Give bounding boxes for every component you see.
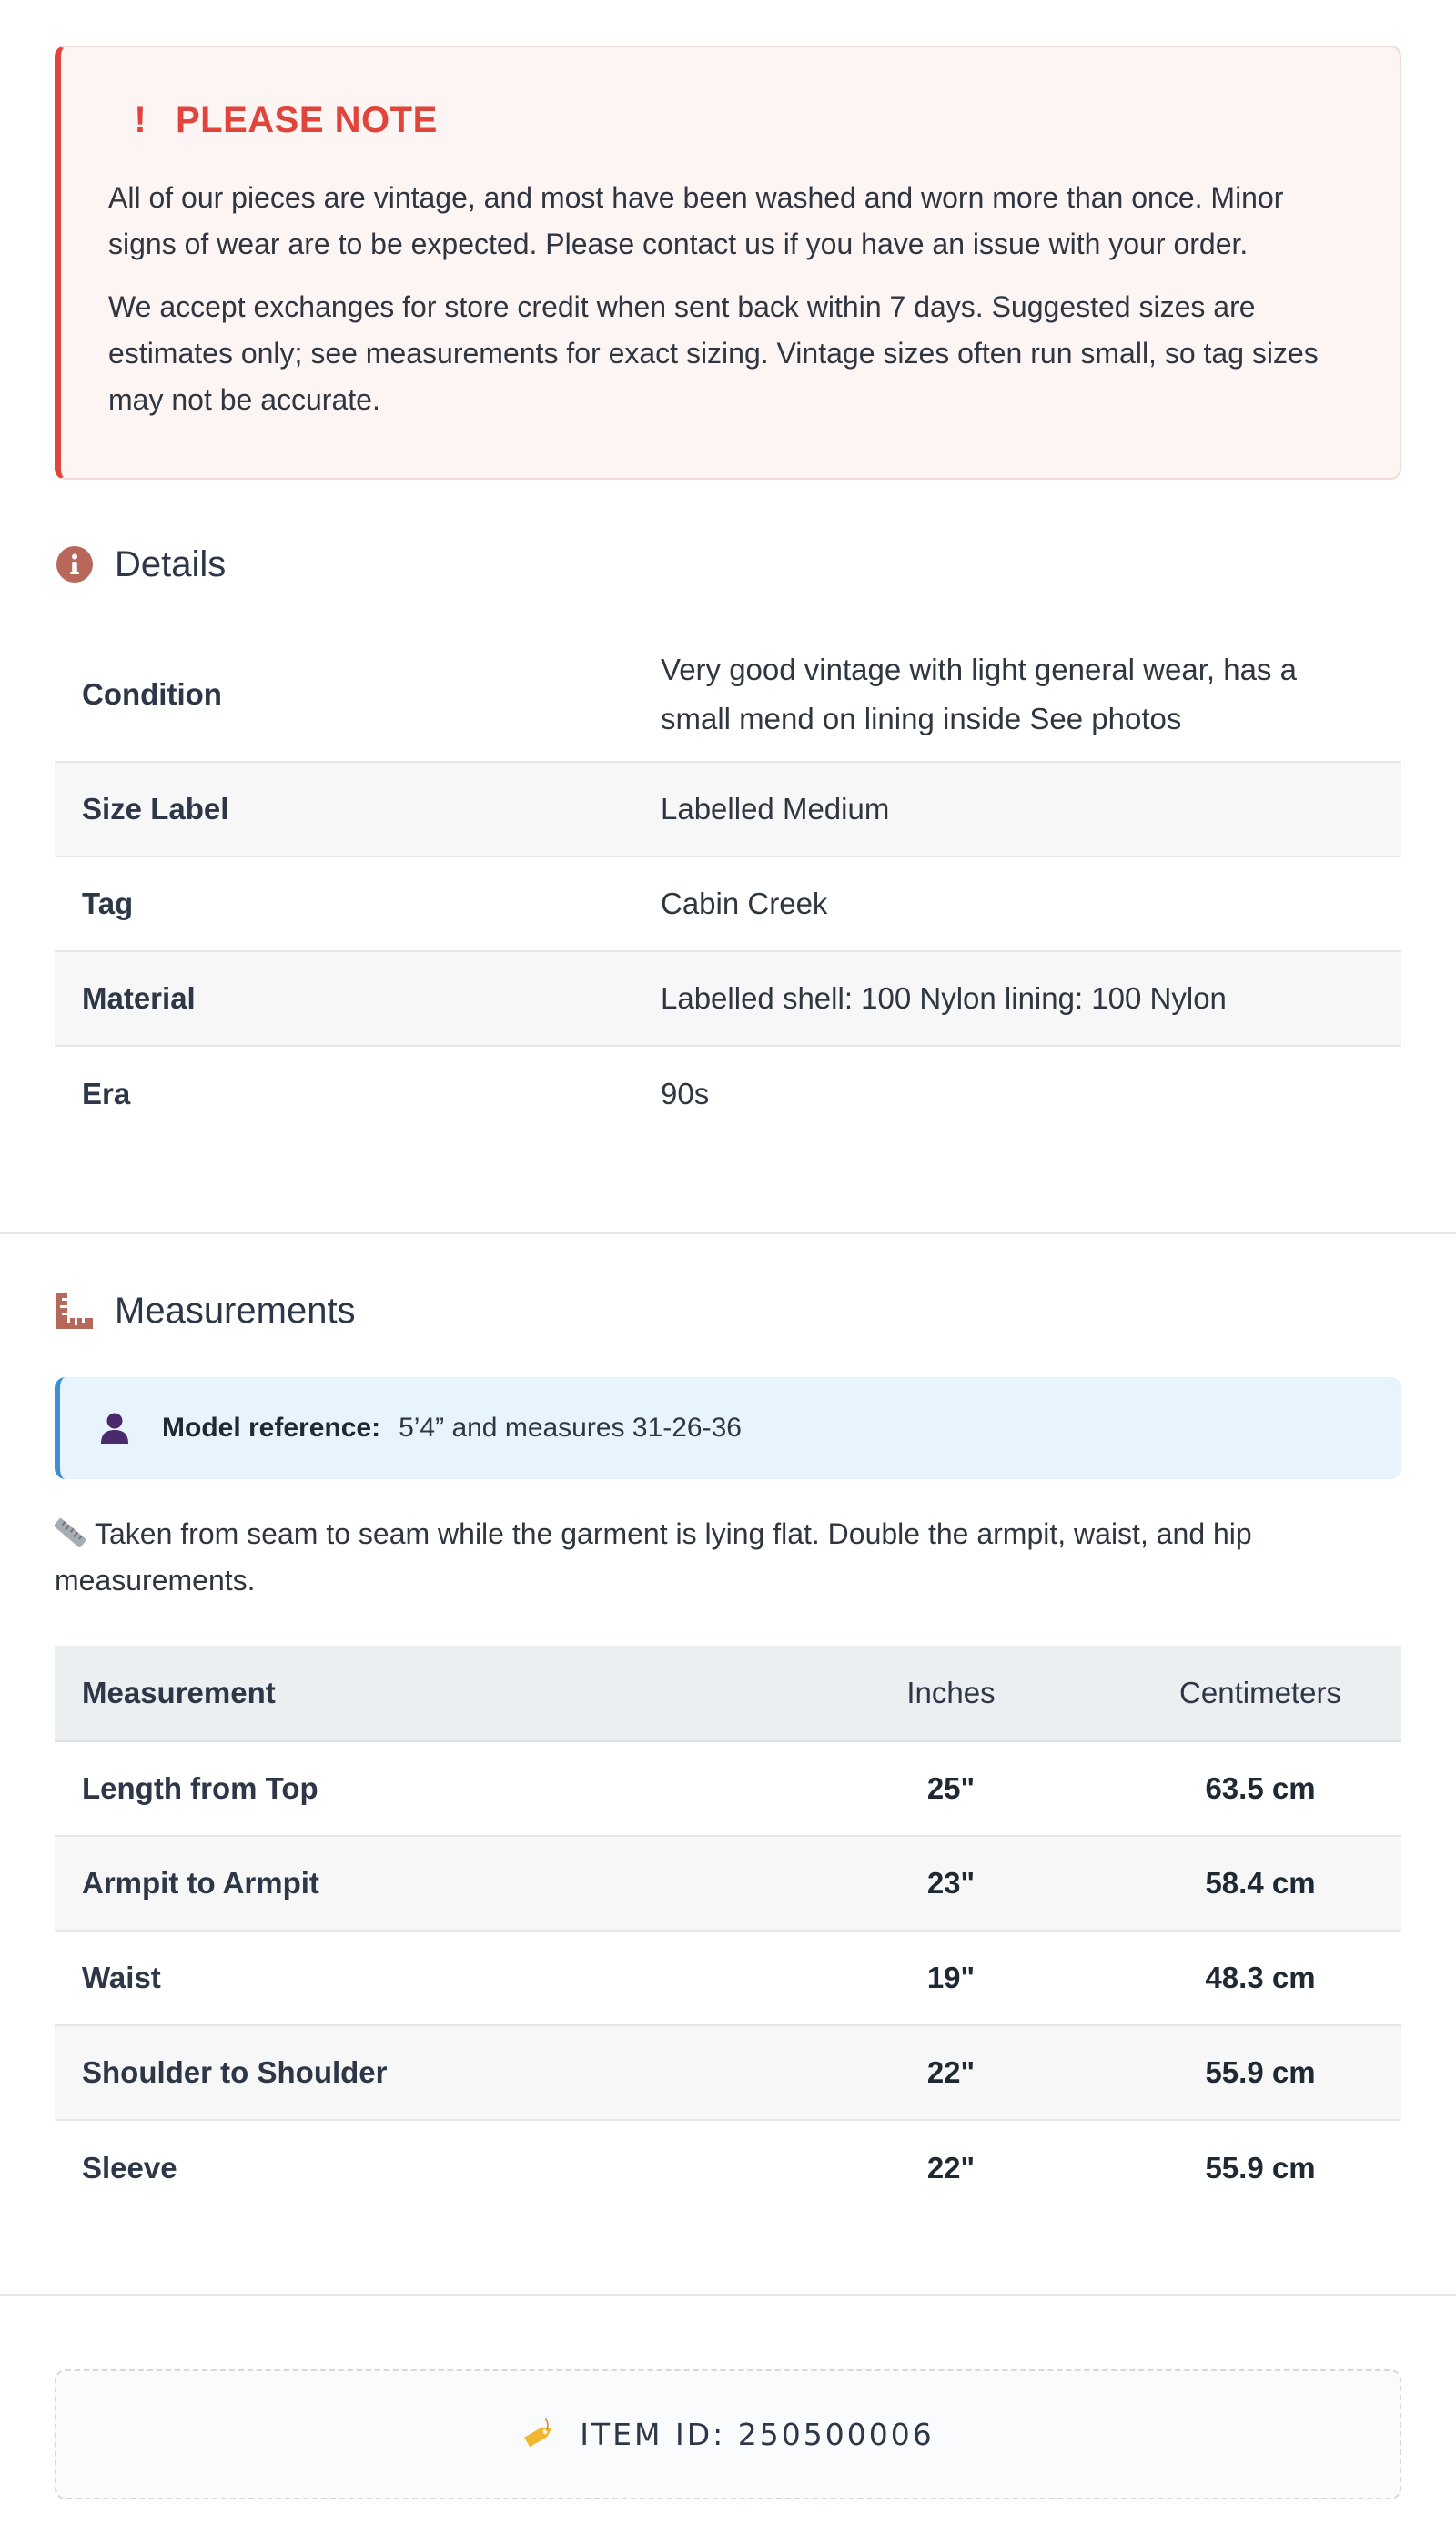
measurement-cm: 55.9 cm — [1205, 2055, 1316, 2089]
measurements-header — [55, 1283, 1401, 1338]
notice-header — [108, 100, 1352, 140]
ruler-icon — [55, 1291, 95, 1331]
model-reference-label: Model reference: — [162, 1413, 381, 1443]
person-icon — [96, 1410, 133, 1446]
detail-row — [55, 952, 1401, 1047]
measurement-inches: 22" — [926, 2055, 976, 2089]
table-row — [55, 1837, 1401, 1932]
notice-paragraph: All of our pieces are vintage, and most have been washed and worn more than once. Minor signs of wear are to be expected. Please contact us if you have an issue with your order. — [108, 181, 1284, 260]
detail-value: Labelled Medium — [661, 792, 890, 826]
model-reference-box — [55, 1377, 1401, 1479]
detail-row — [55, 1047, 1401, 1141]
ruler-icon — [55, 1516, 86, 1546]
measurement-inches: 23" — [926, 1866, 976, 1900]
column-header-measurement: Measurement — [82, 1676, 276, 1709]
measurement-cm: 55.9 cm — [1205, 2151, 1316, 2185]
table-row — [55, 1932, 1401, 2026]
measurements-section — [55, 1283, 1401, 2185]
details-table — [55, 628, 1401, 1141]
detail-label: Tag — [82, 887, 134, 920]
detail-value: Very good vintage with light general wear, has a small mend on lining inside See photos — [661, 653, 1297, 735]
measurement-name: Shoulder to Shoulder — [82, 2055, 388, 2089]
detail-value: Cabin Creek — [661, 887, 828, 920]
column-header-inches: Inches — [906, 1676, 996, 1709]
measurement-inches: 19" — [926, 1961, 976, 1994]
notice-paragraph: We accept exchanges for store credit when sent back within 7 days. Suggested sizes are estimates only; see measurements for exact sizing. Vintage sizes often run small, so tag sizes may not be accurate. — [108, 290, 1319, 416]
exclamation-icon: ! — [134, 100, 147, 140]
table-header — [55, 1646, 1401, 1742]
detail-label: Material — [82, 981, 196, 1015]
detail-row — [55, 628, 1401, 763]
measurements-title: Measurements — [115, 1290, 356, 1331]
detail-label: Condition — [82, 677, 222, 711]
tag-icon — [521, 2417, 558, 2453]
measurement-name: Sleeve — [82, 2151, 177, 2185]
measurement-note-text: Taken from seam to seam while the garment is lying flat. Double the armpit, waist, and hip measurements. — [55, 1517, 1252, 1597]
measurement-inches: 22" — [926, 2151, 976, 2185]
details-header — [55, 537, 1401, 592]
measurement-cm: 63.5 cm — [1205, 1771, 1316, 1805]
detail-value: Labelled shell: 100 Nylon lining: 100 Nylon — [661, 981, 1227, 1015]
column-header-centimeters: Centimeters — [1179, 1676, 1341, 1709]
measurement-name: Waist — [82, 1961, 161, 1994]
measurement-cm: 58.4 cm — [1205, 1866, 1316, 1900]
measurements-table — [55, 1646, 1401, 2215]
section-divider — [0, 1232, 1456, 1234]
item-id-label: ITEM ID: 250500006 — [580, 2417, 935, 2452]
detail-row — [55, 857, 1401, 952]
details-title: Details — [115, 543, 227, 584]
item-id-box — [55, 2369, 1401, 2499]
model-reference-value: 5’4” and measures 31-26-36 — [399, 1413, 742, 1443]
section-divider — [0, 2294, 1456, 2296]
measurement-name: Armpit to Armpit — [82, 1866, 319, 1900]
detail-row — [55, 763, 1401, 857]
notice-box — [55, 46, 1401, 480]
measurement-inches: 25" — [926, 1771, 976, 1805]
measurement-name: Length from Top — [82, 1771, 318, 1805]
detail-value: 90s — [661, 1077, 710, 1110]
table-row — [55, 1742, 1401, 1837]
measurement-cm: 48.3 cm — [1205, 1961, 1316, 1994]
measurement-note — [55, 1511, 1401, 1604]
detail-label: Era — [82, 1077, 131, 1110]
details-section — [55, 537, 1401, 1110]
info-icon — [55, 544, 95, 584]
detail-label: Size Label — [82, 792, 229, 826]
table-row — [55, 2121, 1401, 2215]
notice-title: PLEASE NOTE — [176, 99, 438, 140]
table-row — [55, 2026, 1401, 2121]
